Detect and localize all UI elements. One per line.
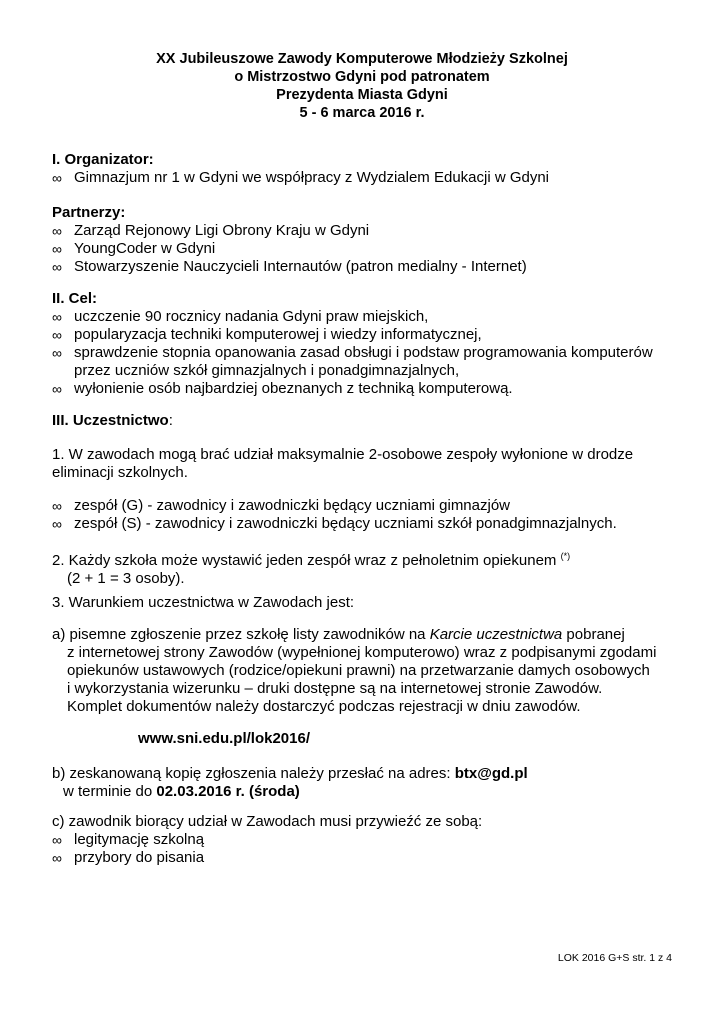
list-item: ∞ YoungCoder w Gdyni — [52, 240, 216, 257]
list-item: ∞ Zarząd Rejonowy Ligi Obrony Kraju w Gdyni — [52, 222, 370, 239]
infinity-bullet-icon: ∞ — [52, 309, 62, 325]
list-item: ∞ przybory do pisania — [52, 849, 205, 866]
document-title — [0, 50, 724, 122]
email-address[interactable]: btx@gd.pl — [454, 765, 528, 782]
organizer-section — [52, 151, 549, 187]
infinity-bullet-icon: ∞ — [52, 170, 62, 186]
list-item: ∞ legitymację szkolną — [52, 831, 205, 848]
infinity-bullet-icon: ∞ — [52, 832, 62, 848]
condition-c: c) zawodnik biorący udział w Zawodach musi przywieźć ze sobą: ∞ legitymację szkolną ∞ przybory do pisania — [52, 813, 483, 866]
organizer-heading: I. Organizator: — [52, 151, 154, 168]
infinity-bullet-icon: ∞ — [52, 259, 62, 275]
list-item: ∞ popularyzacja techniki komputerowej i wiedzy informatycznej, — [52, 326, 482, 343]
title-line-2: o Mistrzostwo Gdyni pod patronatem — [234, 69, 490, 85]
deadline: 02.03.2016 r. (środa) — [156, 783, 300, 800]
condition-a: a) pisemne zgłoszenie przez szkołę listy zawodników na Karcie uczestnictwa pobranej z internetowej strony Zawodów (wypełnionej komputerowo) wraz z podpisanymi zgodami opiekunów ustawowych (rodzice/opiekuni prawni) na przetwarzanie damych osobowych i wykorzystania wizerunku – druki dostępne są na internetowej stronie Zawodów. Komplet dokumentów należy dostarczyć podczas rejestracji w dniu zawodów. — [52, 626, 657, 715]
paragraph-2: 2. Każdy szkoła może wystawić jeden zespół wraz z pełnoletnim opiekunem (*) (2 + 1 = 3 osoby). — [52, 551, 571, 587]
infinity-bullet-icon: ∞ — [52, 498, 62, 514]
list-item: ∞ Stowarzyszenie Nauczycieli Internautów (patron medialny - Internet) — [52, 258, 527, 275]
paragraph-3: 3. Warunkiem uczestnictwa w Zawodach jest: — [52, 594, 355, 611]
title-line-3: Prezydenta Miasta Gdyni — [276, 87, 448, 103]
list-item: ∞ zespół (S) - zawodnicy i zawodniczki będący uczniami szkół ponadgimnazjalnych. — [52, 515, 617, 532]
title-line-1: XX Jubileuszowe Zawody Komputerowe Młodzieży Szkolnej — [156, 51, 568, 67]
infinity-bullet-icon: ∞ — [52, 381, 62, 397]
registration-link[interactable]: www.sni.edu.pl/lok2016/ — [138, 730, 310, 747]
partners-section — [52, 204, 527, 276]
participants-heading: III. Uczestnictwo: — [52, 412, 173, 429]
list-item: ∞ sprawdzenie stopnia opanowania zasad obsługi i podstaw programowania komputerów przez uczniów szkół gimnazjalnych i ponadgimnazjalnych, — [52, 344, 653, 379]
list-item: ∞ uczczenie 90 rocznicy nadania Gdyni praw miejskich, — [52, 308, 429, 325]
title-line-4: 5 - 6 marca 2016 r. — [299, 105, 425, 121]
infinity-bullet-icon: ∞ — [52, 327, 62, 343]
list-item: ∞ Gimnazjum nr 1 w Gdyni we współpracy z Wydzialem Edukacji w Gdyni — [52, 169, 550, 186]
infinity-bullet-icon: ∞ — [52, 850, 62, 866]
footnote-marker: (*) — [560, 551, 571, 561]
list-item: ∞ zespół (G) - zawodnicy i zawodniczki będący uczniami gimnazjów — [52, 497, 511, 514]
infinity-bullet-icon: ∞ — [52, 223, 62, 239]
goal-heading: II. Cel: — [52, 290, 98, 307]
condition-b: b) zeskanowaną kopię zgłoszenia należy przesłać na adres: btx@gd.pl w terminie do 02.03.2016 r. (środa) — [52, 765, 528, 800]
list-item: ∞ wyłonienie osób najbardziej obeznanych z techniką komputerową. — [52, 380, 513, 397]
infinity-bullet-icon: ∞ — [52, 345, 62, 361]
infinity-bullet-icon: ∞ — [52, 241, 62, 257]
teams-list — [52, 497, 617, 533]
page-footer: LOK 2016 G+S str. 1 z 4 — [557, 952, 672, 964]
infinity-bullet-icon: ∞ — [52, 516, 62, 532]
paragraph-1: 1. W zawodach mogą brać udział maksymalnie 2-osobowe zespoły wyłonione w drodze eliminacji szkolnych. — [52, 446, 634, 481]
partners-heading: Partnerzy: — [52, 204, 126, 221]
goal-section — [52, 290, 653, 398]
